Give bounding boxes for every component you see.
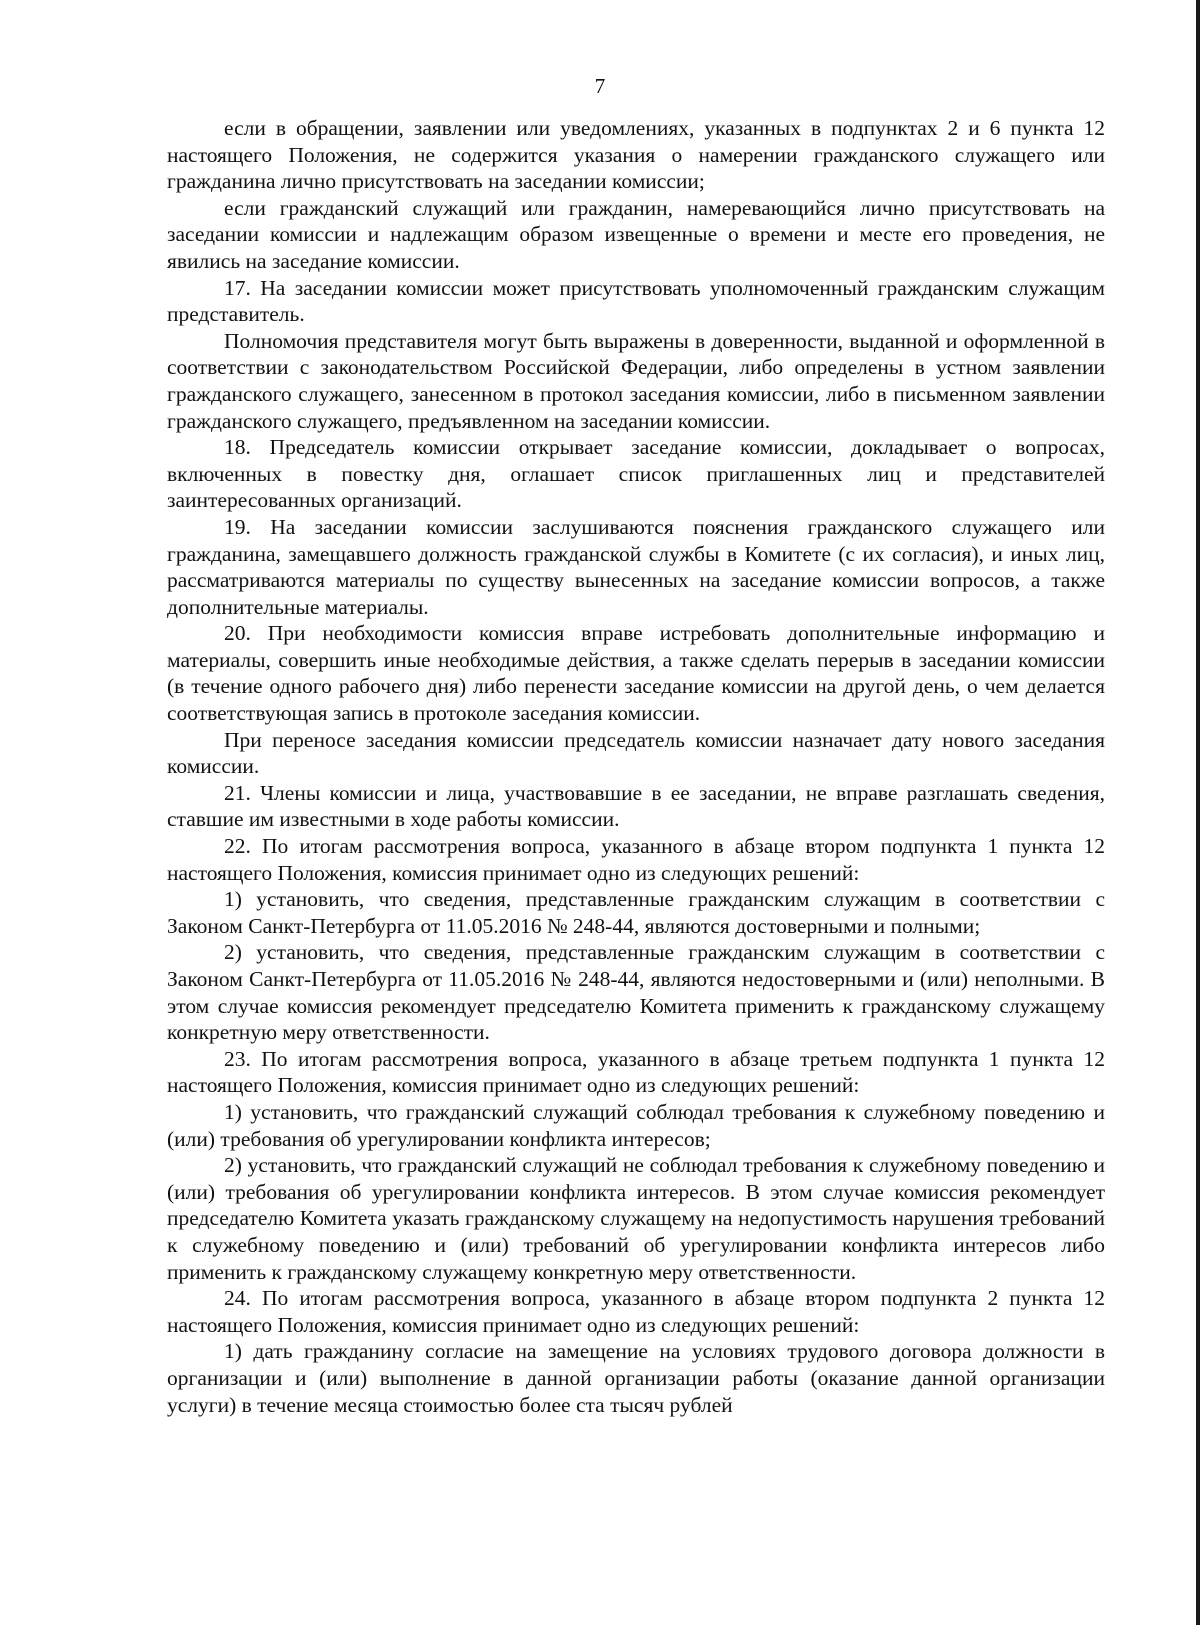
paragraph: 24. По итогам рассмотрения вопроса, указанного в абзаце втором подпункта 2 пункта 12 настоящего Положения, комиссия принимает одно из следующих решений:: [167, 1286, 1105, 1337]
scan-edge-border: [1196, 0, 1200, 1625]
paragraph: 20. При необходимости комиссия вправе истребовать дополнительные информацию и материалы, совершить иные необходимые действия, а также сделать перерыв в заседании комиссии (в течение одного рабочего дня) либо перенести заседание комиссии на другой день, о чем делается соответствующая запись в протоколе заседания комиссии.: [167, 621, 1105, 726]
paragraph: Полномочия представителя могут быть выражены в доверенности, выданной и оформленной в соответствии с законодательством Российской Федерации, либо определены в устном заявлении гражданского служащего, занесенном в протокол заседания комиссии, либо в письменном заявлении гражданского служащего, предъявленном на заседании комиссии.: [167, 328, 1105, 433]
paragraph: При переносе заседания комиссии председатель комиссии назначает дату нового заседания комиссии.: [167, 727, 1105, 779]
paragraph: 17. На заседании комиссии может присутствовать уполномоченный гражданским служащим представитель.: [167, 275, 1105, 327]
paragraph: если гражданский служащий или гражданин, намеревающийся лично присутствовать на заседании комиссии и надлежащим образом извещенные о времени и месте его проведения, не явились на заседание комиссии.: [167, 195, 1105, 273]
paragraph: 19. На заседании комиссии заслушиваются пояснения гражданского служащего или гражданина, замещавшего должность гражданской службы в Комитете (с их согласия), и иных лиц, рассматриваются материалы по существу вынесенных на заседание комиссии вопросов, а также дополнительные материалы.: [167, 514, 1105, 619]
paragraph: 22. По итогам рассмотрения вопроса, указанного в абзаце втором подпункта 1 пункта 12 настоящего Положения, комиссия принимает одно из следующих решений:: [167, 834, 1105, 885]
paragraph: если в обращении, заявлении или уведомлениях, указанных в подпунктах 2 и 6 пункта 12 настоящего Положения, не содержится указания о намерении гражданского служащего или гражданина лично присутствовать на заседании комиссии;: [167, 116, 1105, 194]
paragraph: 18. Председатель комиссии открывает заседание комиссии, докладывает о вопросах, включенных в повестку дня, оглашает список приглашенных лиц и представителей заинтересованных организаций.: [167, 435, 1105, 513]
document-body: [167, 115, 1105, 1418]
page-number: 7: [594, 74, 606, 98]
paragraph: 23. По итогам рассмотрения вопроса, указанного в абзаце третьем подпункта 1 пункта 12 настоящего Положения, комиссия принимает одно из следующих решений:: [167, 1046, 1105, 1098]
paragraph: 2) установить, что гражданский служащий не соблюдал требования к служебному поведению и (или) требования об урегулировании конфликта интересов. В этом случае комиссия рекомендует председателю Комитета указать гражданскому служащему на недопустимость нарушения требований к служебному поведению и (или) требований об урегулировании конфликта интересов либо применить к гражданскому служащему конкретную меру ответственности.: [167, 1153, 1105, 1284]
paragraph: 1) установить, что сведения, представленные гражданским служащим в соответствии с Законом Санкт-Петербурга от 11.05.2016 № 248-44, являются достоверными и полными;: [167, 887, 1105, 938]
paragraph: 1) дать гражданину согласие на замещение на условиях трудового договора должности в организации и (или) выполнение в данной организации работы (оказание данной организации услуги) в течение месяца стоимостью более ста тысяч рублей: [167, 1339, 1105, 1417]
paragraph: 2) установить, что сведения, представленные гражданским служащим в соответствии с Законом Санкт-Петербурга от 11.05.2016 № 248-44, являются недостоверными и (или) неполными. В этом случае комиссия рекомендует председателю Комитета применить к гражданскому служащему конкретную меру ответственности.: [167, 940, 1105, 1045]
paragraph: 21. Члены комиссии и лица, участвовавшие в ее заседании, не вправе разглашать сведения, ставшие им известными в ходе работы комиссии.: [167, 780, 1105, 832]
paragraph: 1) установить, что гражданский служащий соблюдал требования к служебному поведению и (или) требования об урегулировании конфликта интересов;: [167, 1099, 1105, 1151]
